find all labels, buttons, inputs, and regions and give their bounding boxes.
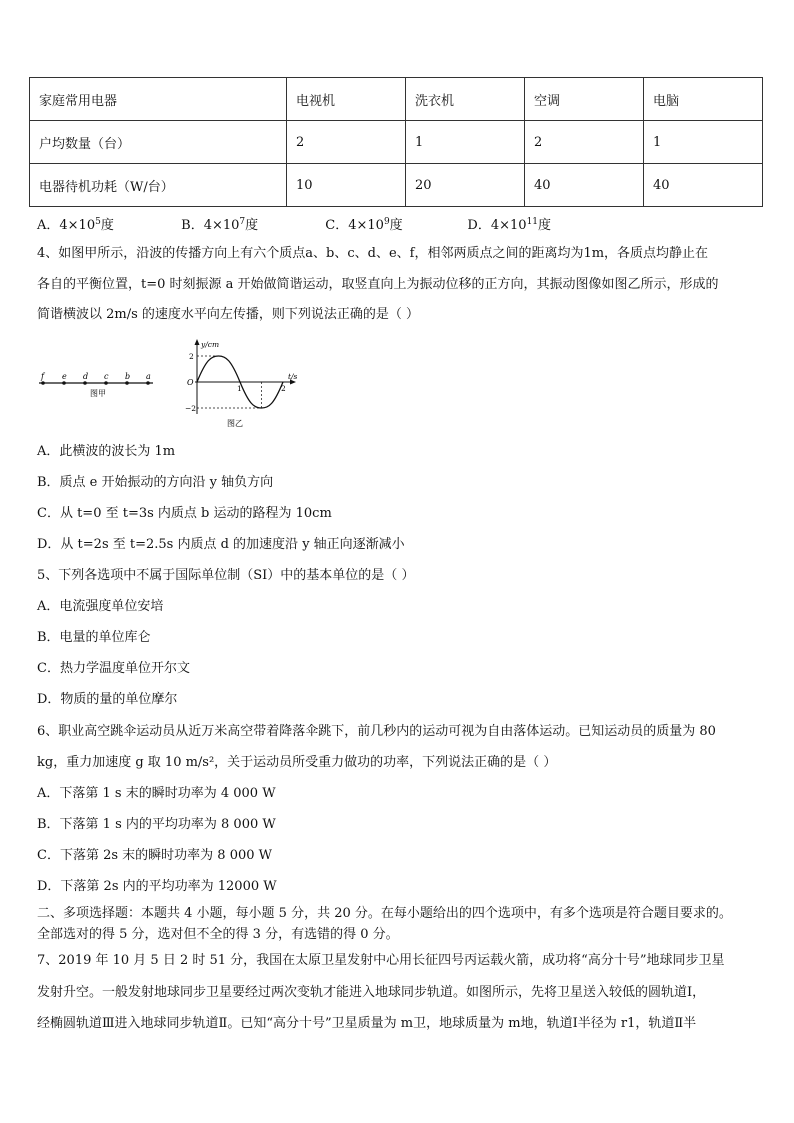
table-cell: 2 <box>287 121 406 164</box>
tick-label: 1 <box>237 384 242 393</box>
section-heading: 全部选对的得 5 分，选对但不全的得 3 分，有选错的得 0 分。 <box>37 927 399 942</box>
q4-stem-line: 各自的平衡位置，t=0 时刻振源 a 开始做简谐运动，取竖直向上为振动位移的正方向，其振动图像如图乙所示，形成的 <box>37 277 719 292</box>
q6-stem-line: 6、职业高空跳伞运动员从近万米高空带着降落伞跳下，前几秒内的运动可视为自由落体运动。已知运动员的质量为 80 <box>37 724 716 739</box>
q7-stem-line: 7、2019 年 10 月 5 日 2 时 51 分，我国在太原卫星发射中心用长征四号丙运载火箭，成功将“高分十号”地球同步卫星 <box>37 953 725 968</box>
tick-label: 2 <box>189 352 194 361</box>
point-label: a <box>146 372 151 381</box>
section-heading: 二、多项选择题：本题共 4 小题，每小题 5 分，共 20 分。在每小题给出的四个选项中，有多个选项是符合题目要求的。 <box>37 906 732 921</box>
point-label: e <box>62 372 67 381</box>
q4-option-b: B．质点 e 开始振动的方向沿 y 轴负方向 <box>37 475 274 490</box>
axis-label: y/cm <box>201 340 220 349</box>
q3-option-d: D．$4\times 10^{11}$度 <box>467 217 552 234</box>
q3-options <box>37 214 551 234</box>
table-cell: 洗衣机 <box>406 78 525 121</box>
table-row <box>30 164 763 207</box>
figure-caption: 图乙 <box>227 419 243 428</box>
table-row <box>30 121 763 164</box>
table-cell: 空调 <box>525 78 644 121</box>
q4-stem-line: 4、如图甲所示，沿波的传播方向上有六个质点a、b、c、d、e、f，相邻两质点之间的距离均为1m，各质点均静止在 <box>37 246 709 261</box>
q7-stem-line: 经椭圆轨道Ⅲ进入地球同步轨道Ⅱ。已知“高分十号”卫星质量为 m卫，地球质量为 m地，轨道Ⅰ半径为 r1，轨道Ⅱ半 <box>37 1016 697 1031</box>
q3-option-a: A．$4\times 10^5$度 <box>37 217 114 234</box>
table-cell: 1 <box>406 121 525 164</box>
q5-stem: 5、下列各选项中不属于国际单位制（SI）中的基本单位的是（ ） <box>37 568 415 583</box>
table-cell: 10 <box>287 164 406 207</box>
point-label: d <box>83 372 89 381</box>
table-cell: 电视机 <box>287 78 406 121</box>
q6-option-a: A．下落第 1 s 末的瞬时功率为 4 000 W <box>37 786 276 801</box>
q3-option-b: B．$4\times 10^7$度 <box>181 217 259 234</box>
figure-caption: 图甲 <box>90 389 106 398</box>
q6-option-c: C．下落第 2s 末的瞬时功率为 8 000 W <box>37 848 272 863</box>
point-label: f <box>41 372 44 381</box>
q6-stem-line: kg，重力加速度 g 取 10 m/s²，关于运动员所受重力做功的功率，下列说法正确的是（ ） <box>37 755 557 770</box>
table-cell: 电器待机功耗（W/台） <box>30 164 287 207</box>
table-cell: 户均数量（台） <box>30 121 287 164</box>
axis-label: t/s <box>288 372 298 381</box>
q6-option-d: D．下落第 2s 内的平均功率为 12000 W <box>37 879 277 894</box>
tick-label: −2 <box>185 404 197 413</box>
q6-option-b: B．下落第 1 s 内的平均功率为 8 000 W <box>37 817 276 832</box>
appliance-table <box>29 77 763 207</box>
table-cell: 40 <box>644 164 763 207</box>
figure-yi <box>175 338 305 430</box>
q5-option-b: B．电量的单位库仑 <box>37 630 151 645</box>
q4-option-c: C．从 t=0 至 t=3s 内质点 b 运动的路程为 10cm <box>37 506 332 521</box>
q5-option-a: A．电流强度单位安培 <box>37 599 164 614</box>
q4-stem-line: 简谐横波以 2m/s 的速度水平向左传播，则下列说法正确的是（ ） <box>37 307 420 322</box>
q4-option-d: D．从 t=2s 至 t=2.5s 内质点 d 的加速度沿 y 轴正向逐渐减小 <box>37 537 405 552</box>
table-row <box>30 78 763 121</box>
q7-stem-line: 发射升空。一般发射地球同步卫星要经过两次变轨才能进入地球同步轨道。如图所示，先将卫星送入较低的圆轨道Ⅰ， <box>37 985 706 1000</box>
table-cell: 电脑 <box>644 78 763 121</box>
origin-label: O <box>187 378 194 387</box>
table-cell: 20 <box>406 164 525 207</box>
q5-option-c: C．热力学温度单位开尔文 <box>37 661 190 676</box>
q5-option-d: D．物质的量的单位摩尔 <box>37 692 178 707</box>
q4-option-a: A．此横波的波长为 1m <box>37 444 176 459</box>
table-cell: 2 <box>525 121 644 164</box>
point-label: c <box>104 372 109 381</box>
table-cell: 40 <box>525 164 644 207</box>
q3-option-c: C．$4\times 10^9$度 <box>325 217 403 234</box>
point-label: b <box>125 372 131 381</box>
figure-jia <box>37 345 157 405</box>
table-cell: 家庭常用电器 <box>30 78 287 121</box>
table-cell: 1 <box>644 121 763 164</box>
tick-label: 2 <box>281 384 286 393</box>
